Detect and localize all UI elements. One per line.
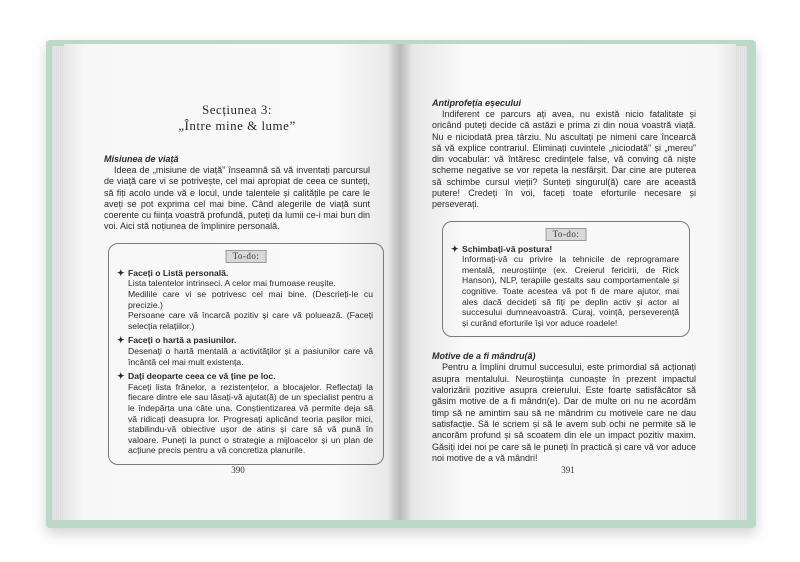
- todo-item-line: Lista talentelor intrinseci. A celor mai frumoase reușite.: [128, 278, 336, 289]
- section-title-line1: Secțiunea 3:: [202, 102, 272, 117]
- section-title-line2: „Între mine & lume”: [178, 118, 296, 133]
- right-page: [400, 44, 736, 520]
- spine-shadow: [388, 44, 412, 520]
- todo-item-line: Persoane care vă încarcă pozitiv și care vă poluează. (Faceți selecția relațiilor.): [128, 310, 373, 331]
- todo-item: [117, 268, 373, 332]
- section-title: [104, 102, 370, 134]
- four-point-star-icon: ✦: [117, 267, 125, 278]
- todo-item-title: Schimbați-vă postura!: [462, 243, 553, 254]
- todo-item-title: Faceți o hartă a pasiunilor.: [128, 335, 237, 346]
- todo-item: [451, 244, 679, 329]
- todo-label: To-do:: [546, 228, 587, 241]
- paragraph-antiprofetia: Indiferent ce parcurs ați avea, nu există nicio fatalitate și oricând puteți decide că astăzi e prima zi din noua voastră viață. Nu e niciodată prea târziu. Nu ascultați pe nimeni care încearcă să vă explice contrariul. Eliminați cuvintele „niciodată” și „mereu” din vocabular: vă întăresc credințele false, vă conving că niște scheme negative se vor repeta la nesfârșit. Dar cine are puterea să schimbe cursul vieții? Sunteți singurul(ă) care are această putere! Credeți în voi, faceți toate eforturile necesare și perseverați.: [432, 109, 696, 210]
- todo-item-line: Medilile care vi se potrivesc cel mai bine. (Descrieți-le cu precizie.): [128, 288, 373, 310]
- todo-label: To-do:: [226, 250, 267, 263]
- four-point-star-icon: ✦: [117, 335, 125, 346]
- todo-item-line: Faceți lista frânelor, a rezistențelor, a blocajelor. Reflectați la fiecare dintre ele sau lăsați-vă ajutat(ă) de un specialist pentru a le îndepărta una câte una. Conștientizarea vă permite deja să vă ridicați deasupra lor. Progresați aplicând teoria pașilor mici, stabilindu-vă obiective ușor de atins și care să vă pună în valoare. Puneți la punct o strategie a mijloacelor și un plan de acțiune precis pentru a vă concretiza planurile.: [128, 381, 373, 456]
- paragraph-motive: Pentru a împlini drumul succesului, este primordial să acționați asupra mentalului. Neuroștiința cunoaște în prezent impactul valorizării pozitive asupra creierului. Este foarte satisfăcător să găsim motive de a fi mândri(e). Dar de multe ori nu ne acordăm timp să ne amintim sau să ne mândrim cu motivele care ne dau satisfacție. Să le scriem și să le avem sub ochi ne permite să le ancorăm profund și să scoatem din ele un impact pozitiv maxim. Găsiți idei noi pe care să le puneți în practică și care vă vor aduce noi motive de a vă mândri!: [432, 362, 696, 463]
- four-point-star-icon: ✦: [117, 371, 125, 382]
- todo-item-line: Informați-vă cu privire la tehnicile de reprogramare mentală, neuroștiințe (ex. Creierul fericirii, de Rick Hanson), NLP, terapiile gestalts sau comportamentale și cognitive. Toate acestea vă pot fi de mare ajutor, mai ales dacă decideți să fiți pe deplin activ și actor al succesului dumneavoastră. Curaj, voință, perseverență și curând eforturile își vor aduce roadele!: [462, 254, 679, 328]
- todo-item-title: Dați deoparte ceea ce vă ține pe loc.: [128, 371, 276, 382]
- page-number-left: 390: [231, 464, 245, 475]
- subhead-antiprofetia: Antiprofeția eșecului: [432, 98, 522, 108]
- paragraph-misiunea: Ideea de „misiune de viață” înseamnă să vă inventați parcursul de viață care vi se potrivește, cel mai apropiat de ceea ce sunteți, să fiți acolo unde vă e locul, unde talentele și calitățile pe care le aveți se pot exprima cel mai bine. Când alegerile de viață sunt coerente cu ființa voastră profundă, puteți da lumii ce-i mai bun din voi. Aici stă noțiunea de împlinire personală.: [104, 165, 370, 232]
- todo-box: [108, 243, 384, 465]
- todo-box: [442, 221, 690, 338]
- four-point-star-icon: ✦: [451, 243, 459, 254]
- todo-item-line: Desenați o hartă mentală a activităților și a pasiunilor care vă încântă cel mai mult existența.: [128, 345, 373, 367]
- todo-item-title: Faceți o Listă personală.: [128, 267, 229, 278]
- todo-item: [117, 335, 373, 367]
- page-number-right: 391: [561, 464, 575, 475]
- left-page: [64, 44, 400, 520]
- subhead-misiunea: Misiunea de viață: [104, 154, 179, 164]
- subhead-motive: Motive de a fi mândru(ă): [432, 351, 536, 362]
- todo-item: [117, 371, 373, 456]
